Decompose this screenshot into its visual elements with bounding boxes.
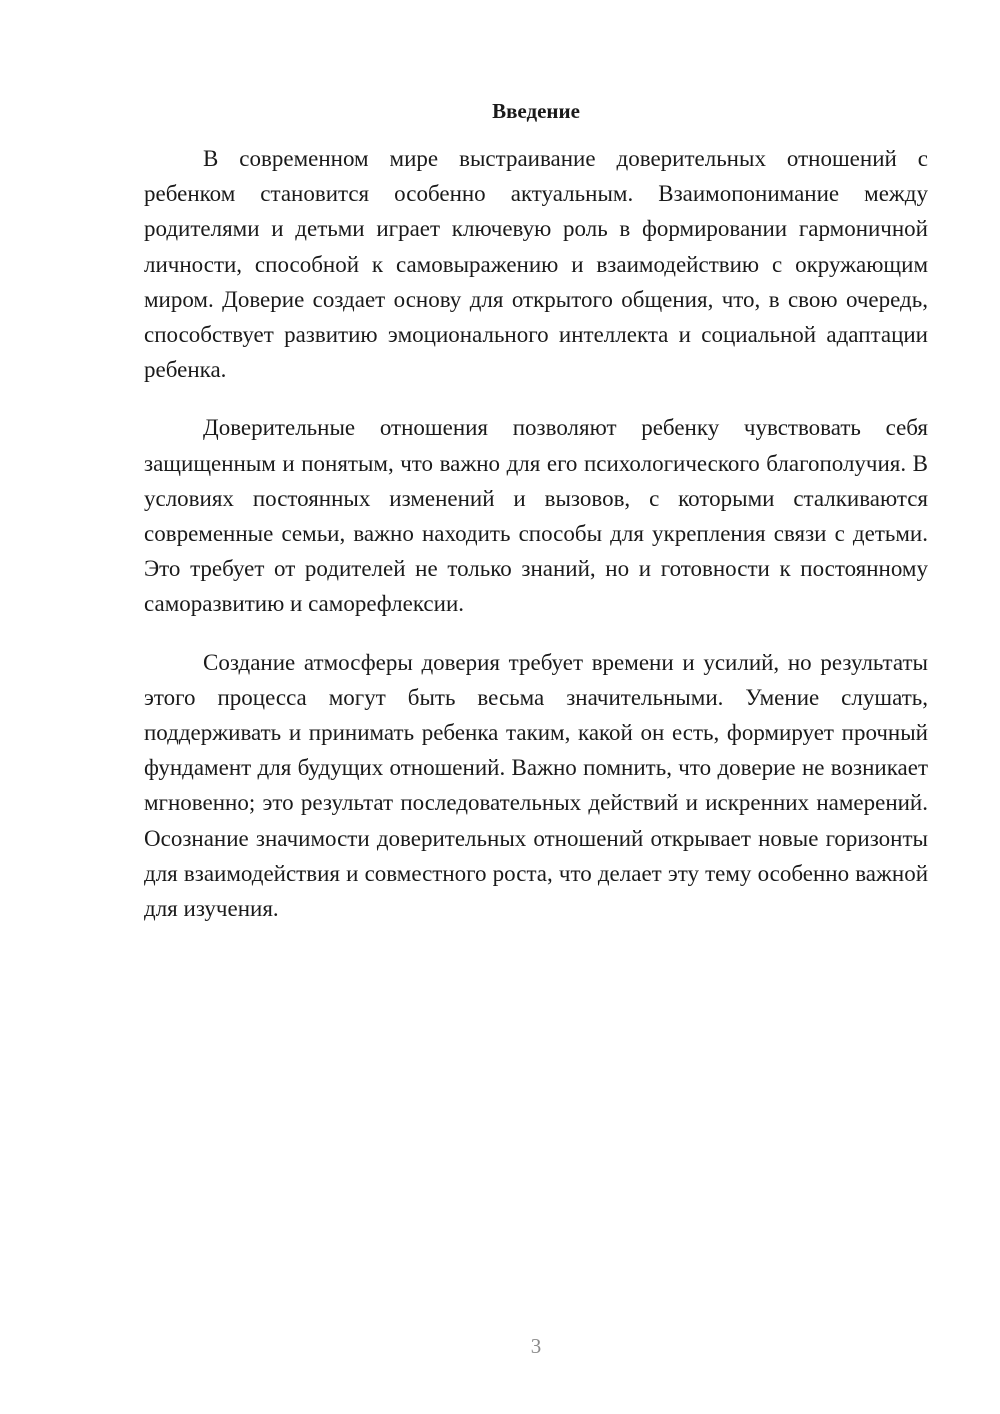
paragraph: В современном мире выстраивание доверительных отношений с ребенком становится особенно актуальным. Взаимопонимание между родителями и детьми играет ключевую роль в формировании гармоничной личности, способной к самовыражению и взаимодействию с окружающим миром. Доверие создает основу для открытого общения, что, в свою очередь, способствует развитию эмоционального интеллекта и социальной адаптации ребенка. — [144, 146, 928, 383]
paragraph: Создание атмосферы доверия требует времени и усилий, но результаты этого процесса могут быть весьма значительными. Умение слушать, поддерживать и принимать ребенка таким, какой он есть, формирует прочный фундамент для будущих отношений. Важно помнить, что доверие не возникает мгновенно; это результат последовательных действий и искренних намерений. Осознание значимости доверительных отношений открывает новые горизонты для взаимодействия и совместного роста, что делает эту тему особенно важной для изучения. — [144, 649, 928, 922]
page-number: 3 — [530, 1334, 542, 1358]
section-heading: Введение — [492, 99, 580, 123]
paragraph: Доверительные отношения позволяют ребенку чувствовать себя защищенным и понятым, что важно для его психологического благополучия. В условиях постоянных изменений и вызовов, с которыми сталкиваются современные семьи, важно находить способы для укрепления связи с детьми. Это требует от родителей не только знаний, но и готовности к постоянному саморазвитию и саморефлексии. — [144, 415, 928, 617]
body-text — [144, 141, 928, 949]
